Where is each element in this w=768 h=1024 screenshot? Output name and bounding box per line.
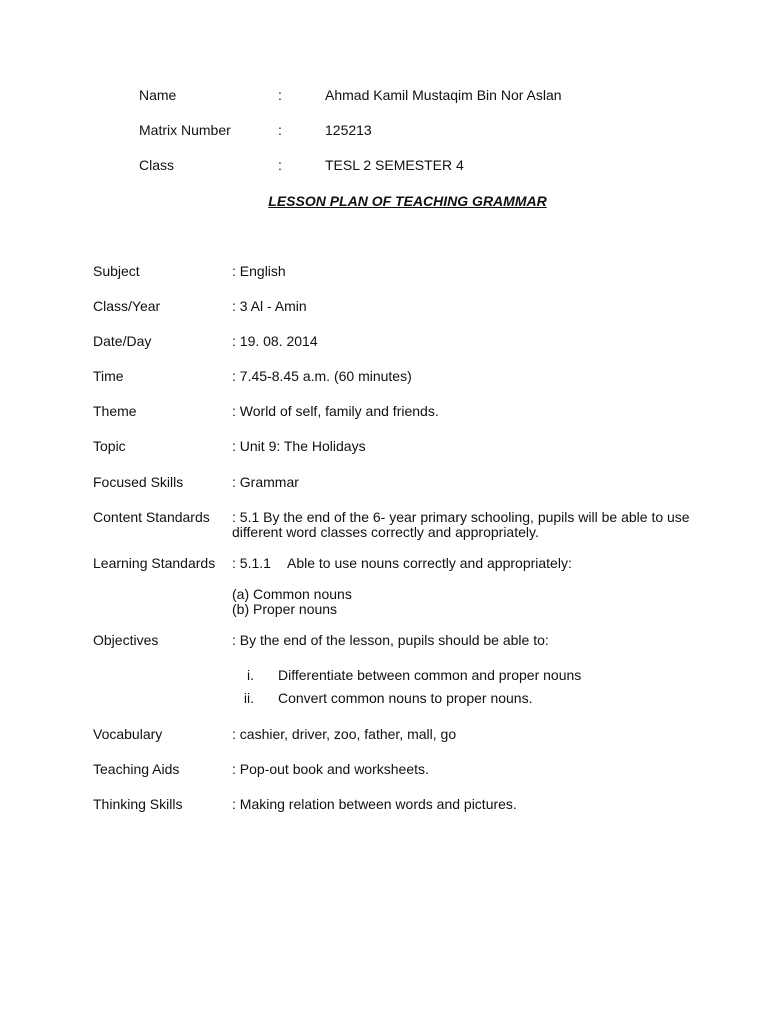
time-label: Time bbox=[93, 368, 124, 384]
matrix-number-label: Matrix Number bbox=[139, 122, 231, 138]
subject-label: Subject bbox=[93, 263, 140, 279]
objective-text: Convert common nouns to proper nouns. bbox=[278, 690, 533, 706]
learning-standards-label: Learning Standards bbox=[93, 555, 216, 571]
name-label: Name bbox=[139, 87, 177, 103]
learning-standards-code: : 5.1.1 bbox=[232, 555, 271, 571]
objectives-value: : By the end of the lesson, pupils should be able to: bbox=[232, 632, 549, 648]
objective-text: Differentiate between common and proper nouns bbox=[278, 667, 582, 683]
thinking-skills-label: Thinking Skills bbox=[93, 796, 183, 812]
vocabulary-value: : cashier, driver, zoo, father, mall, go bbox=[232, 726, 457, 742]
teaching-aids-value: : Pop-out book and worksheets. bbox=[232, 761, 429, 777]
subject-value: : English bbox=[232, 263, 286, 279]
topic-label: Topic bbox=[93, 438, 126, 454]
name-colon: : bbox=[278, 87, 282, 103]
topic-value: : Unit 9: The Holidays bbox=[232, 438, 366, 454]
content-standards-label: Content Standards bbox=[93, 509, 210, 525]
vocabulary-label: Vocabulary bbox=[93, 726, 163, 742]
theme-value: : World of self, family and friends. bbox=[232, 403, 439, 419]
class-colon: : bbox=[278, 157, 282, 173]
name-value: Ahmad Kamil Mustaqim Bin Nor Aslan bbox=[325, 87, 562, 103]
theme-label: Theme bbox=[93, 403, 137, 419]
class-year-value: : 3 Al - Amin bbox=[232, 298, 307, 314]
focused-skills-label: Focused Skills bbox=[93, 474, 184, 490]
matrix-number-colon: : bbox=[278, 122, 282, 138]
content-standards-value: : 5.1 By the end of the 6- year primary schooling, pupils will be able to use different word classes correctly and appropriately. bbox=[232, 509, 690, 540]
thinking-skills-value: : Making relation between words and pictures. bbox=[232, 796, 517, 812]
time-value: : 7.45-8.45 a.m. (60 minutes) bbox=[232, 368, 412, 384]
matrix-number-value: 125213 bbox=[325, 122, 372, 138]
document-title: LESSON PLAN OF TEACHING GRAMMAR bbox=[268, 193, 547, 209]
learning-standards-item: (b) Proper nouns bbox=[232, 601, 338, 617]
teaching-aids-label: Teaching Aids bbox=[93, 761, 180, 777]
objective-number: i. bbox=[247, 667, 254, 683]
learning-standards-value: Able to use nouns correctly and appropriately: bbox=[287, 555, 572, 571]
focused-skills-value: : Grammar bbox=[232, 474, 299, 490]
class-label: Class bbox=[139, 157, 175, 173]
date-day-label: Date/Day bbox=[93, 333, 152, 349]
objectives-label: Objectives bbox=[93, 632, 159, 648]
class-year-label: Class/Year bbox=[93, 298, 161, 314]
date-day-value: : 19. 08. 2014 bbox=[232, 333, 318, 349]
learning-standards-item: (a) Common nouns bbox=[232, 586, 352, 602]
objective-number: ii. bbox=[243, 690, 254, 706]
class-value: TESL 2 SEMESTER 4 bbox=[325, 157, 464, 173]
